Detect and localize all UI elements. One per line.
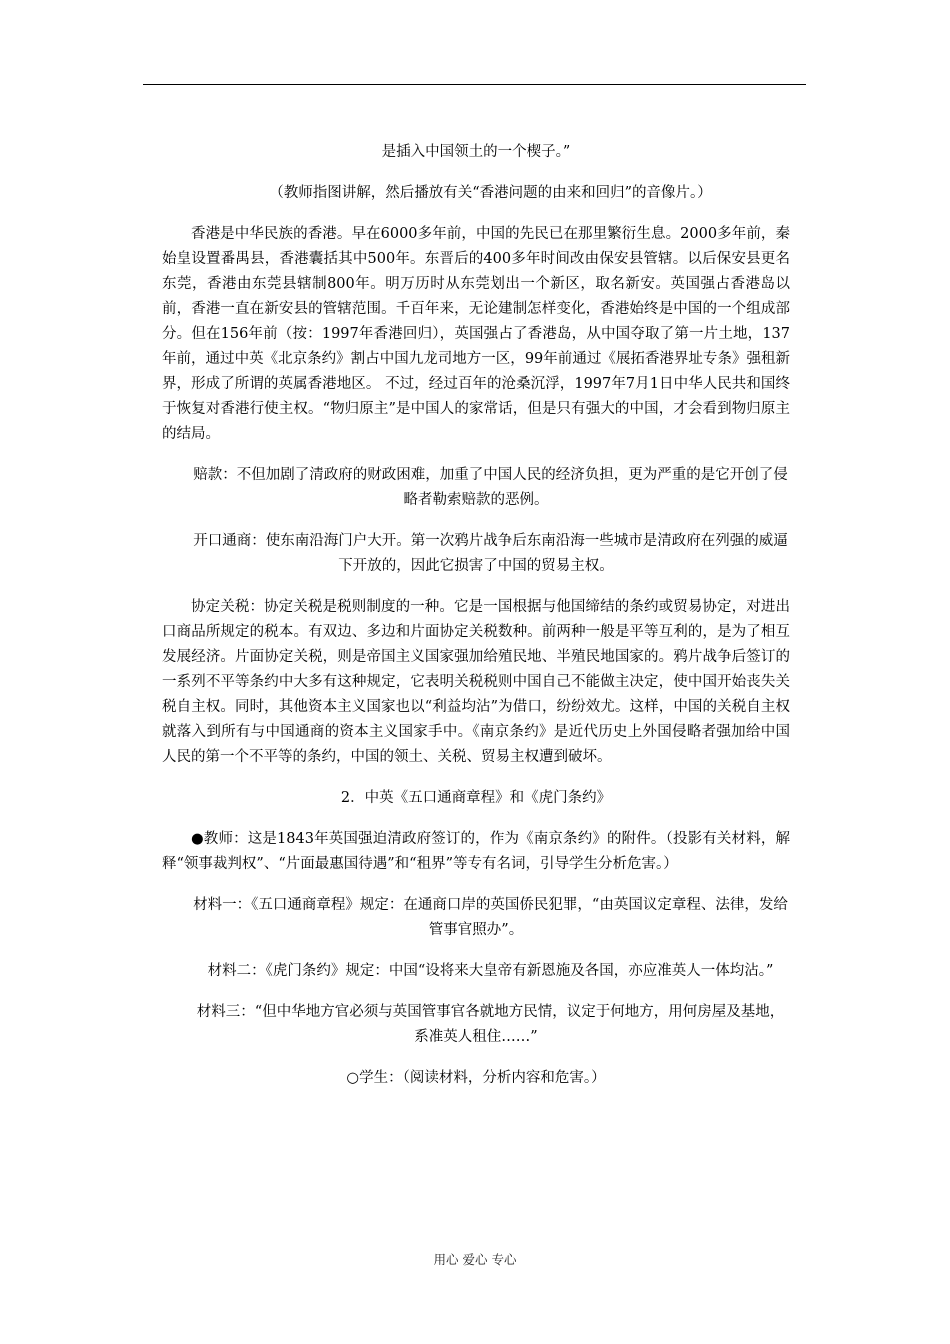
paragraph-tariff: 协定关税：协定关税是税则制度的一种。它是一国根据与他国缔结的条约或贸易协定，对进出口商品所规定的税本。有双边、多边和片面协定关税数种。前两种一般是平等互利的，是为了相互发展经济。片面协定关税，则是帝国主义国家强加给殖民地、半殖民地国家的。鸦片战争后签订的一系列不平等条约中大多有这种规定，它表明关税税则中国自己不能做主决定，使中国开始丧失关税自主权。同时，其他资本主义国家也以“利益均沾”为借口，纷纷效尤。这样，中国的关税自主权就落入到所有与中国通商的资本主义国家手中。《南京条约》是近代历史上外国侵略者强加给中国人民的第一个不平等的条约，中国的领土、关税、贸易主权遭到破坏。 (162, 599, 790, 765)
page-footer: 用心 爱心 专心 (433, 1252, 517, 1267)
document-body (162, 140, 790, 1107)
paragraph-student: ○学生：（阅读材料，分析内容和危害。） (346, 1070, 606, 1086)
paragraph-material-2: 材料二：《虎门条约》规定：中国“设将来大皇帝有新恩施及各国，亦应准英人一体均沾。” (207, 963, 774, 979)
paragraph-quote-end: 是插入中国领土的一个楔子。” (381, 144, 571, 160)
paragraph-material-1: 材料一：《五口通商章程》规定：在通商口岸的英国侨民犯罪，“由英国议定章程、法律，发给管事官照办”。 (193, 897, 788, 938)
paragraph-teacher-note: （教师指图讲解，然后播放有关“香港问题的由来和回归”的音像片。） (269, 185, 712, 201)
paragraph-material-3: 材料三：“但中华地方官必须与英国管事官各就地方民情，议定于何地方，用何房屋及基地，系准英人租住……” (196, 1004, 785, 1045)
paragraph-indemnity: 赔款：不但加剧了清政府的财政困难，加重了中国人民的经济负担，更为严重的是它开创了侵略者勒索赔款的恶例。 (193, 467, 788, 508)
paragraph-hongkong-history: 香港是中华民族的香港。早在6000多年前，中国的先民已在那里繁衍生息。2000多年前，秦始皇设置番禺县，香港囊括其中500年。东晋后的400多年时间改由保安县管辖。以后保安县更名东莞，香港由东莞县辖制800年。明万历时从东莞划出一个新区，取名新安。英国强占香港岛以前，香港一直在新安县的管辖范围。千百年来，无论建制怎样变化，香港始终是中国的一个组成部分。但在156年前（按：1997年香港回归），英国强占了香港岛，从中国夺取了第一片土地，137年前，通过中英《北京条约》割占中国九龙司地方一区，99年前通过《展拓香港界址专条》强租新界，形成了所谓的英属香港地区。 不过，经过百年的沧桑沉浮，1997年7月1日中华人民共和国终于恢复对香港行使主权。“物归原主”是中国人的家常话，但是只有强大的中国，才会看到物归原主的结局。 (162, 226, 790, 442)
header-rule (143, 84, 806, 85)
section-heading: 2．中英《五口通商章程》和《虎门条约》 (340, 790, 612, 806)
paragraph-open-trade: 开口通商：使东南沿海门户大开。第一次鸦片战争后东南沿海一些城市是清政府在列强的威逼下开放的，因此它损害了中国的贸易主权。 (193, 533, 788, 574)
paragraph-teacher: ●教师：这是1843年英国强迫清政府签订的，作为《南京条约》的附件。（投影有关材料，解释“领事裁判权”、“片面最惠国待遇”和“租界”等专有名词，引导学生分析危害。） (162, 831, 790, 872)
